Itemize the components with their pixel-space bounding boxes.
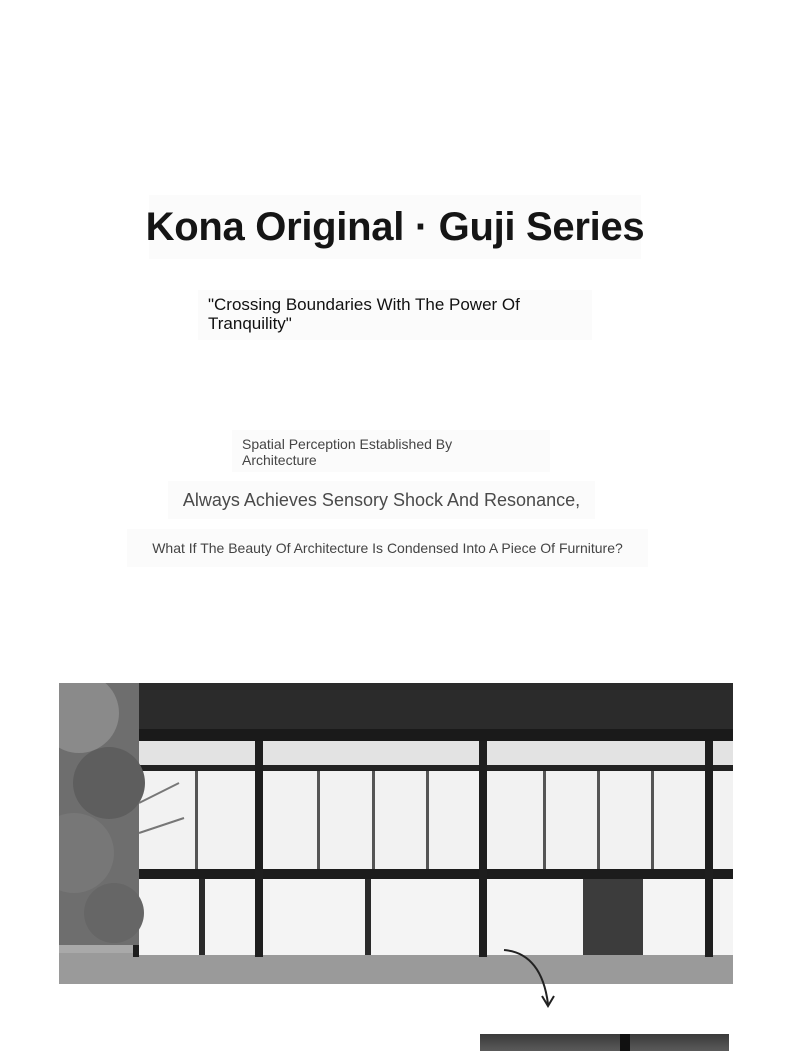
intro-line-1-panel bbox=[232, 430, 550, 472]
intro-line-3-panel bbox=[127, 529, 648, 567]
intro-line-2: Always Achieves Sensory Shock And Resonance, bbox=[182, 489, 581, 510]
intro-line-3: What If The Beauty Of Architecture Is Condensed Into A Piece Of Furniture? bbox=[152, 540, 623, 556]
title-panel bbox=[145, 195, 645, 259]
intro-line-1: Spatial Perception Established By Architecture bbox=[242, 436, 453, 468]
page-title: Kona Original · Guji Series bbox=[145, 204, 645, 249]
intro-line-2-panel bbox=[168, 481, 595, 519]
tagline: "Crossing Boundaries With The Power Of Tranquility" bbox=[208, 295, 520, 333]
japanese-pavilion-photo bbox=[59, 683, 733, 984]
furniture-post bbox=[620, 1034, 630, 1051]
tagline-panel bbox=[198, 290, 592, 340]
furniture-photo bbox=[480, 1034, 729, 1051]
curved-arrow-down-icon bbox=[500, 944, 560, 1014]
